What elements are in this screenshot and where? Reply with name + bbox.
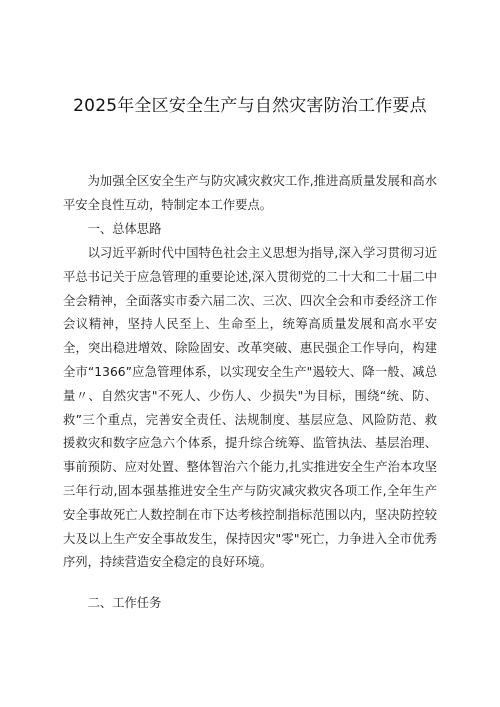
intro-paragraph: 为加强全区安全生产与防灾减灾救灾工作,推进高质量发展和高水平安全良性互动，特制定本工作要点。 bbox=[63, 174, 437, 212]
document-title: 2025年全区安全生产与自然灾害防治工作要点 bbox=[73, 96, 427, 116]
section-heading-work-tasks: 二、工作任务 bbox=[87, 596, 162, 610]
section-heading-overall-approach: 一、总体思路 bbox=[87, 222, 162, 236]
section-paragraph-overall-approach: 以习近平新时代中国特色社会主义思想为指导,深入学习贯彻习近平总书记关于应急管理的重要论述,深入贯彻党的二十大和二十届二中全会精神，全面落实市委六届二次、三次、四次全会和市委经济工作会议精神，坚持人民至上、生命至上，统筹高质量发展和高水平安全，突出稳进增效、除险固安、改革突破、惠民强企工作导向，构建全市“1366”应急管理体系，以实现安全生产"遏较大、降一般、减总量〃、自然灾害"不死人、少伤人、少损失"为目标，围绕“统、防、救”三个重点，完善安全责任、法规制度、基层应急、风险防范、救援救灾和数字应急六个体系，提升综合统筹、监管执法、基层治理、事前预防、应对处置、整体智治六个能力,扎实推进安全生产治本攻坚三年行动,固本强基推进安全生产与防灾减灾救灾各项工作,全年生产安全事故死亡人数控制在市下达考核控制指标范围以内，坚决防控较大及以上生产安全事故发生，保持因灾"零"死亡，力争进入全市优秀序列，持续营造安全稳定的良好环境。 bbox=[63, 246, 437, 570]
